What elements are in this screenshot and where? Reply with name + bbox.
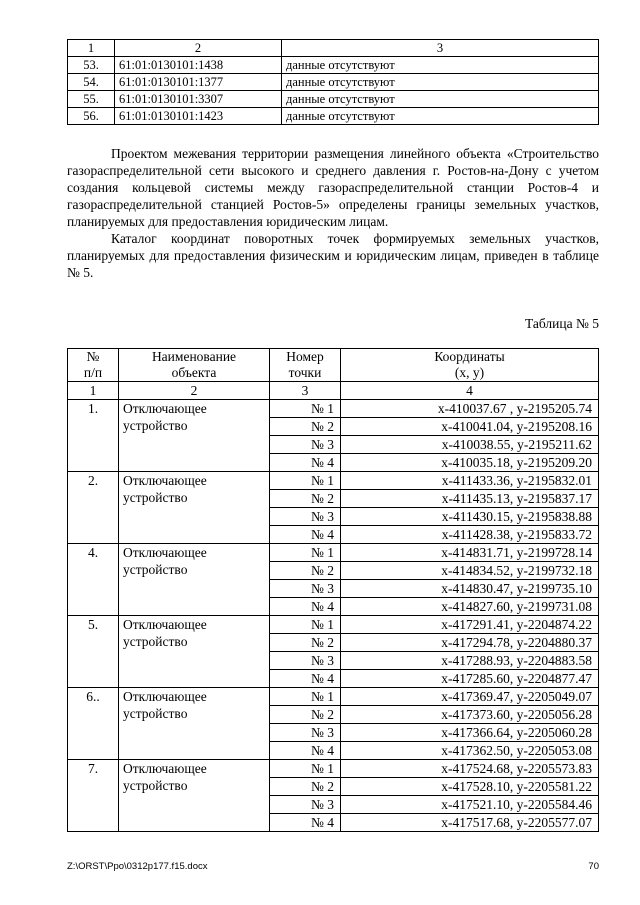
header-cell: 1 [68,40,115,57]
point-coordinates: x-410038.55, y-2195211.62 [341,436,599,454]
point-coordinates: x-417291.41, y-2204874.22 [341,616,599,634]
object-number: 5. [68,616,119,688]
point-number: № 2 [270,562,341,580]
point-coordinates: x-417528.10, y-2205581.22 [341,778,599,796]
point-number: № 3 [270,580,341,598]
point-coordinates: x-417366.64, y-2205060.28 [341,724,599,742]
point-number: № 2 [270,634,341,652]
row-note: данные отсутствуют [282,74,599,91]
object-name-line: устройство [123,562,188,577]
point-coordinates: x-411433.36, y-2195832.01 [341,472,599,490]
point-coordinates: x-414834.52, y-2199732.18 [341,562,599,580]
object-number: 2. [68,472,119,544]
point-number: № 3 [270,436,341,454]
paragraph: Каталог координат поворотных точек формируемых земельных участков, планируемых для предоставления физическим и юридическим лицам, приведен в таблице № 5. [67,231,599,280]
point-number: № 1 [270,760,341,778]
coordinates-table [67,348,599,832]
object-name-line: устройство [123,418,188,433]
object-name-line: Отключающее [123,689,207,704]
table-row [68,108,599,125]
point-coordinates: x-410037.67 , y-2195205.74 [341,400,599,418]
object-number: 4. [68,544,119,616]
point-number: № 2 [270,706,341,724]
table-row [68,91,599,108]
row-note: данные отсутствуют [282,57,599,74]
point-coordinates: x-411430.15, y-2195838.88 [341,508,599,526]
object-name [119,760,270,832]
point-number: № 2 [270,418,341,436]
object-name [119,544,270,616]
table-header-row [68,40,599,57]
point-number: № 1 [270,616,341,634]
point-coordinates: x-417517.68, y-2205577.07 [341,814,599,832]
row-note: данные отсутствуют [282,108,599,125]
point-number: № 4 [270,670,341,688]
object-name-line: Отключающее [123,401,207,416]
header-cell: 3 [282,40,599,57]
point-coordinates: x-417373.60, y-2205056.28 [341,706,599,724]
point-number: № 2 [270,778,341,796]
point-number: № 2 [270,490,341,508]
footer-page-number: 70 [588,861,599,872]
object-number: 1. [68,400,119,472]
object-name-line: Отключающее [123,545,207,560]
row-note: данные отсутствуют [282,91,599,108]
header-text: Номер [286,349,324,364]
point-coordinates: x-410035.18, y-2195209.20 [341,454,599,472]
header-cell-name [119,349,270,382]
point-coordinates: x-417521.10, y-2205584.46 [341,796,599,814]
point-coordinates: x-417288.93, y-2204883.58 [341,652,599,670]
table-row [68,472,599,490]
point-number: № 3 [270,652,341,670]
cadastral-number: 61:01:0130101:1438 [115,57,282,74]
paragraph: Проектом межевания территории размещения линейного объекта «Строительство газораспределительной сети высокого и среднего давления г. Ростов-на-Дону с учетом создания кольцевой системы между газораспределительной станции Ростов-4 и газораспределительной станцией Ростов-5» определены границы земельных участков, планируемых для предоставления юридическим лицам. [67,146,599,229]
parcels-table [67,39,599,125]
table-row [68,74,599,91]
point-coordinates: x-411435.13, y-2195837.17 [341,490,599,508]
point-coordinates: x-414830.47, y-2199735.10 [341,580,599,598]
object-number: 6.. [68,688,119,760]
object-name [119,616,270,688]
point-coordinates: x-411428.38, y-2195833.72 [341,526,599,544]
object-name-line: Отключающее [123,473,207,488]
table-row [68,688,599,706]
object-name-line: устройство [123,634,188,649]
table-header-row [68,349,599,382]
column-number-row [68,382,599,400]
header-cell-coords [341,349,599,382]
point-number: № 4 [270,742,341,760]
point-number: № 4 [270,526,341,544]
row-number: 54. [68,74,115,91]
point-coordinates: x-417362.50, y-2205053.08 [341,742,599,760]
footer-file-path: Z:\ORST\Ppo\0312p177.f15.docx [67,861,208,872]
point-number: № 3 [270,724,341,742]
object-number: 7. [68,760,119,832]
cadastral-number: 61:01:0130101:1377 [115,74,282,91]
column-number: 2 [119,382,270,400]
object-name [119,400,270,472]
header-cell-point [270,349,341,382]
cadastral-number: 61:01:0130101:3307 [115,91,282,108]
table-row [68,544,599,562]
point-coordinates: x-414831.71, y-2199728.14 [341,544,599,562]
header-text: Координаты [434,349,505,364]
header-cell-number [68,349,119,382]
body-text [67,145,599,281]
point-number: № 3 [270,796,341,814]
point-coordinates: x-417285.60, y-2204877.47 [341,670,599,688]
table-row [68,400,599,418]
object-name [119,472,270,544]
point-number: № 3 [270,508,341,526]
column-number: 1 [68,382,119,400]
header-text: точки [288,365,322,380]
point-coordinates: x-417524.68, y-2205573.83 [341,760,599,778]
point-number: № 4 [270,814,341,832]
table-row [68,616,599,634]
object-name [119,688,270,760]
point-coordinates: x-410041.04, y-2195208.16 [341,418,599,436]
object-name-line: устройство [123,706,188,721]
point-coordinates: x-417369.47, y-2205049.07 [341,688,599,706]
table-row [68,57,599,74]
point-number: № 1 [270,472,341,490]
point-number: № 1 [270,544,341,562]
object-name-line: устройство [123,778,188,793]
cadastral-number: 61:01:0130101:1423 [115,108,282,125]
point-coordinates: x-417294.78, y-2204880.37 [341,634,599,652]
table-row [68,760,599,778]
object-name-line: Отключающее [123,761,207,776]
header-cell: 2 [115,40,282,57]
point-number: № 4 [270,454,341,472]
point-coordinates: x-414827.60, y-2199731.08 [341,598,599,616]
object-name-line: Отключающее [123,617,207,632]
header-text: (x, y) [454,365,485,380]
row-number: 53. [68,57,115,74]
column-number: 3 [270,382,341,400]
row-number: 55. [68,91,115,108]
point-number: № 4 [270,598,341,616]
object-name-line: устройство [123,490,188,505]
row-number: 56. [68,108,115,125]
header-text: объекта [171,365,217,380]
table-caption: Таблица № 5 [525,316,599,331]
point-number: № 1 [270,400,341,418]
header-text: Наименование [151,349,237,364]
header-text: п/п [83,365,103,380]
header-text: № [86,349,100,364]
point-number: № 1 [270,688,341,706]
column-number: 4 [341,382,599,400]
